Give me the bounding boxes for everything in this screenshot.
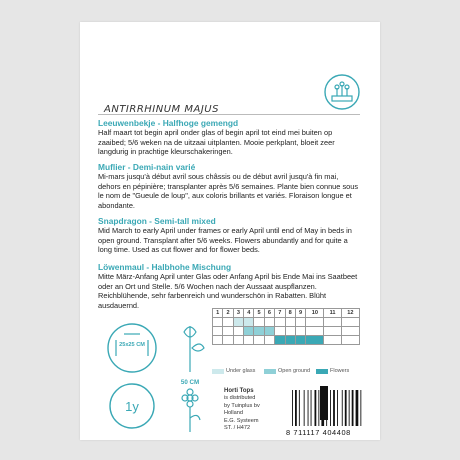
calendar-cell: [244, 336, 254, 345]
barcode-bar: [345, 390, 347, 426]
sowing-calendar: [212, 308, 360, 345]
calendar-cell: [295, 318, 305, 327]
calendar-cell: [213, 327, 223, 336]
barcode-bar: [360, 390, 361, 426]
calendar-cell: [295, 327, 305, 336]
barcode-bar: [292, 390, 293, 426]
calendar-legend: [212, 368, 360, 378]
section-title: Muflier - Demi-nain varié: [98, 162, 196, 172]
legend-swatch-open-ground: [264, 369, 276, 374]
calendar-cell: [306, 327, 324, 336]
calendar-cell: [223, 336, 233, 345]
height-value: 50 CM: [180, 379, 200, 386]
month-header: 6: [264, 309, 274, 318]
barcode-bar: [349, 390, 350, 426]
month-header: 1: [213, 309, 223, 318]
calendar-cell: [254, 336, 264, 345]
calendar-cell: [285, 336, 295, 345]
month-header: 8: [285, 309, 295, 318]
section-body: Half maart tot begin april onder glas of begin april tot eind mei buiten op zaaibed; 5/6 weken na de uitzaai uitplanten. Mooie perkplant, bloeit zeer langdurig in prachtige kleurschakeringen.: [98, 128, 335, 157]
calendar-cell: [233, 327, 243, 336]
distributor-line: is distributed: [224, 395, 256, 402]
calendar-cell: [213, 336, 223, 345]
calendar-cell: [295, 336, 305, 345]
black-marker-bar: [320, 386, 328, 420]
barcode-bar: [308, 390, 309, 426]
legend-under-glass: Under glass: [226, 368, 256, 374]
barcode-bar: [330, 390, 331, 426]
calendar-cell: [341, 318, 359, 327]
section-body: Mi-mars jusqu'à début avril sous châssis ou de début avril jusqu'à fin mai, dehors en pépinière; transplanter après 5/6 semaines. Plante bien connue sous le nom de "Gueule de loup", aux coloris brillants et variés. Floraison longue et abondante.: [98, 172, 359, 210]
height-icon: [181, 326, 204, 386]
barcode-bar: [333, 390, 335, 426]
month-header: 12: [341, 309, 359, 318]
lifecycle-label: 1y: [125, 399, 139, 414]
calendar-table: [212, 308, 360, 345]
section-title: Snapdragon - Semi-tall mixed: [98, 216, 216, 226]
calendar-cell: [254, 327, 264, 336]
barcode-bar: [311, 390, 312, 426]
barcode-bar: [315, 390, 317, 426]
calendar-cell: [341, 327, 359, 336]
spacing-value: 25x25 CM: [119, 342, 145, 348]
legend-flowers: Flowers: [330, 368, 350, 374]
barcode-bar: [299, 390, 300, 426]
month-header: 2: [223, 309, 233, 318]
month-header: 5: [254, 309, 264, 318]
month-header: 9: [295, 309, 305, 318]
barcode-bar: [304, 390, 305, 426]
calendar-cell: [324, 327, 341, 336]
seed-packet: [80, 22, 380, 440]
section-body: Mitte März-Anfang April unter Glas oder Anfang April bis Ende Mai ins Saatbeet oder an Ort und Stelle. 5/6 Wochen nach der Aussaat auspflanzen. Reichblühende, sehr farbenreich und wunderschön in Rabatten. Blüht ausdauernd.: [98, 272, 358, 310]
distributor-line: by Tuinplus bv: [224, 402, 260, 409]
calendar-cell: [264, 318, 274, 327]
distributor-line: Holland: [224, 410, 243, 417]
brand-name: Horti Tops: [224, 388, 254, 394]
month-header: 11: [324, 309, 341, 318]
barcode-bar: [337, 390, 338, 426]
calendar-cell: [213, 318, 223, 327]
calendar-cell: [306, 336, 324, 345]
calendar-cell: [264, 327, 274, 336]
barcode-number: 8 711117 404408: [286, 428, 351, 437]
section-title: Löwenmaul - Halbhohe Mischung: [98, 262, 232, 272]
month-header: 7: [275, 309, 285, 318]
latin-name: ANTIRRHINUM MAJUS: [104, 104, 219, 115]
legend-open-ground: Open ground: [278, 368, 311, 374]
calendar-cell: [275, 327, 285, 336]
month-header: 3: [233, 309, 243, 318]
calendar-cell: [264, 336, 274, 345]
section-body: Mid March to early April under frames or early April until end of May in beds in open ground. Transplant after 5/6 weeks. Flowers abundantly and for quite a long time. Used as cut flower and for flower beds.: [98, 226, 352, 255]
calendar-cell: [244, 318, 254, 327]
calendar-cell: [324, 318, 341, 327]
legend-swatch-flowers: [316, 369, 328, 374]
section-title: Leeuwenbekje - Halfhoge gemengd: [98, 118, 239, 128]
calendar-cell: [324, 336, 341, 345]
calendar-cell: [244, 327, 254, 336]
calendar-cell: [275, 336, 285, 345]
calendar-cell: [223, 318, 233, 327]
spacing-icon: [108, 324, 156, 372]
distributor-line: E.G. Systeem: [224, 417, 259, 424]
calendar-cell: [285, 318, 295, 327]
calendar-cell: [275, 318, 285, 327]
distributor-info: [224, 388, 260, 432]
barcode-bar: [342, 390, 343, 426]
distributor-line: ST. / H472: [224, 425, 251, 432]
flower-icon: [182, 389, 200, 432]
barcode-bar: [352, 390, 354, 426]
annual-icon: [110, 384, 154, 428]
calendar-cell: [341, 336, 359, 345]
month-header: 10: [306, 309, 324, 318]
barcode-bar: [295, 390, 297, 426]
calendar-cell: [223, 327, 233, 336]
calendar-cell: [233, 336, 243, 345]
calendar-cell: [285, 327, 295, 336]
legend-swatch-under-glass: [212, 369, 224, 374]
calendar-cell: [233, 318, 243, 327]
barcode-bar: [356, 390, 359, 426]
calendar-cell: [254, 318, 264, 327]
calendar-cell: [306, 318, 324, 327]
month-header: 4: [244, 309, 254, 318]
